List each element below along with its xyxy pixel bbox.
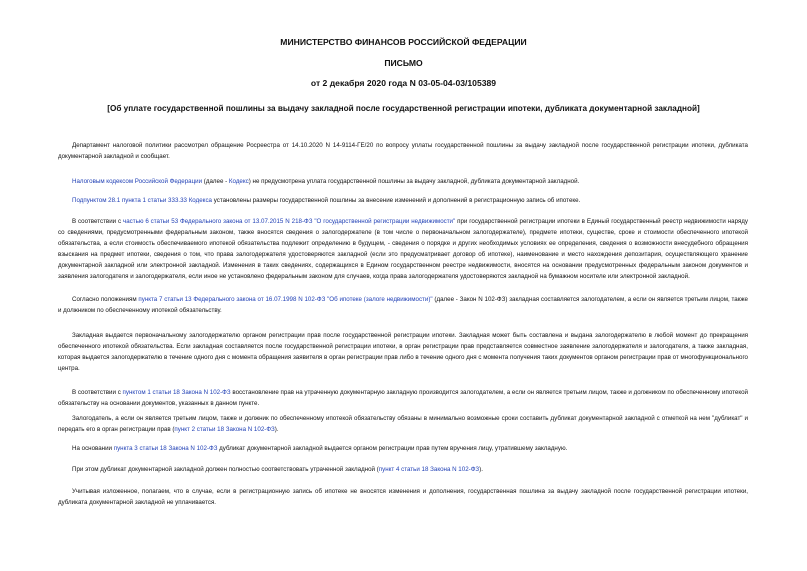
paragraph-9 <box>72 443 748 454</box>
link-tax-code[interactable]: Налоговым кодексом Российской Федерации <box>72 178 203 185</box>
paragraph-7 <box>58 387 748 409</box>
link-subparagraph-28-1[interactable]: Подпунктом 28.1 пункта 1 статьи 333.33 Кодекса <box>72 197 212 204</box>
paragraph-10-text-b: ). <box>479 466 483 473</box>
paragraph-5 <box>58 294 748 316</box>
document-date-number: от 2 декабря 2020 года N 03-05-04-03/105389 <box>310 78 497 88</box>
paragraph-2-text-b: ) не предусмотрена уплата государственной пошлины за выдачу закладной, дубликата документарной закладной. <box>248 178 580 185</box>
paragraph-3-text: установлены размеры государственной пошлины за внесение изменений и дополнений в регистрационную запись об ипотеке. <box>211 197 581 204</box>
link-article-18-p3[interactable]: пункта 3 статьи 18 Закона N 102-ФЗ <box>113 445 218 452</box>
document-type: ПИСЬМО <box>384 58 423 68</box>
paragraph-5-text-a: Согласно положениям <box>72 296 139 303</box>
paragraph-10-text-a: При этом дубликат документарной закладной должен полностью соответствовать утраченной закладной ( <box>72 466 379 473</box>
paragraph-2 <box>72 176 748 187</box>
paragraph-8 <box>58 413 748 435</box>
paragraph-4-text-a: В соответствии с <box>72 218 123 225</box>
link-code[interactable]: Кодекс <box>228 178 249 185</box>
paragraph-10 <box>72 464 748 475</box>
link-law-102-fz[interactable]: пункта 7 статьи 13 Федерального закона от 16.07.1998 N 102-ФЗ "Об ипотеке (залоге недвижимости)" <box>138 296 433 303</box>
paragraph-1: Департамент налоговой политики рассмотрел обращение Росреестра от 14.10.2020 N 14-9114-ГЕ/20 по вопросу уплаты государственной пошлины за выдачу закладной после государственной регистрации ипотеки, дубликата документарной закладной и сообщает. <box>58 142 748 160</box>
paragraph-9-text-a: На основании <box>72 445 114 452</box>
link-article-18-p4[interactable]: пункт 4 статьи 18 Закона N 102-ФЗ <box>378 466 480 473</box>
paragraph-8-text-a: Залогодатель, а если он является третьим лицом, также и должник по обеспеченному ипотекой обязательству обязаны в минимально возможные сроки составить дубликат документарной закладной с отметкой на нем "дубликат" и передать его в орган регистрации прав ( <box>58 415 748 433</box>
paragraph-5-text-b: (далее - Закон N 102-ФЗ) закладная составляется залогодателем, а если он является третьим лицом, также и должником по обеспеченному ипотекой обязательству. <box>58 296 748 314</box>
paragraph-2-text-a: (далее - <box>202 178 229 185</box>
paragraph-8-text-b: ). <box>274 426 279 433</box>
paragraph-3 <box>72 195 748 206</box>
paragraph-11: Учитывая изложенное, полагаем, что в случае, если в регистрационную запись об ипотеке не вносятся изменения и дополнения, государственная пошлина за выдачу закладной после государственной регистрации ипотеки, дубликата документарной закладной не уплачивается. <box>58 488 748 506</box>
link-article-18-p1[interactable]: пунктом 1 статьи 18 Закона N 102-ФЗ <box>122 389 231 396</box>
paragraph-4-text-b: при государственной регистрации ипотеки в Единый государственный реестр недвижимости наряду со сведениями, предусмотренными федеральным законом, также вносятся сведения о залогодержателе (в том числе о первоначальном залогодержателе), предмете ипотеки, существе, сроке и стоимости обеспеченного ипотекой обязательства, а если стоимость обеспечиваемого ипотекой обязательства подлежит определению в будущем, - сведения о порядке и других необходимых условиях ее определения, сведения о возможности внесудебного обращения взыскания на предмет ипотеки, сведения о том, что права залогодержателя удостоверяются закладной (если это предусматривает договор об ипотеке), наименование и место нахождения депозитария, осуществляющего хранение документарной закладной или электронной закладной. Изменения в таких сведениях, содержащихся в Едином государственном реестре недвижимости, вносятся на основании предусмотренных федеральным законом документов и заявления залогодателя и залогодержателя, если иное не установлено федеральным законом для случаев, когда права залогодержателя удостоверяются закладной на бумажном носителе или электронной закладной. <box>58 218 748 280</box>
link-law-218-fz[interactable]: частью 6 статьи 53 Федерального закона от 13.07.2015 N 218-ФЗ "О государственной регистрации недвижимости" <box>123 218 456 225</box>
paragraph-9-text-b: дубликат документарной закладной выдается органом регистрации прав путем вручения лицу, утратившему закладную. <box>217 445 568 452</box>
paragraph-7-text-b: восстановление прав на утраченную документарную закладную производится залогодателем, а если он является третьим лицом, также и должником по обеспеченному ипотекой обязательству на основании документов, указанных в данном пункте. <box>58 389 749 407</box>
paragraph-4 <box>58 216 748 282</box>
ministry-heading: МИНИСТЕРСТВО ФИНАНСОВ РОССИЙСКОЙ ФЕДЕРАЦИИ <box>280 37 527 47</box>
link-article-18-p2[interactable]: пункт 2 статьи 18 Закона N 102-ФЗ <box>174 426 275 433</box>
document-subject: [Об уплате государственной пошлины за выдачу закладной после государственной регистрации ипотеки, дубликата документарной закладной] <box>107 104 700 113</box>
paragraph-6: Закладная выдается первоначальному залогодержателю органом регистрации прав после государственной регистрации ипотеки. Закладная может быть составлена и выдана залогодержателю в любой момент до прекращения обеспеченного ипотекой обязательства. Если закладная составляется после государственной регистрации ипотеки, в орган регистрации прав представляется совместное заявление залогодержателя и залогодателя, а также закладная, которая выдается залогодержателю в течение одного дня с момента обращения заявителя в орган регистрации прав либо в течение одного дня с момента получения таких документов органом регистрации прав от многофункционального центра. <box>58 332 748 372</box>
paragraph-7-text-a: В соответствии с <box>72 389 123 396</box>
